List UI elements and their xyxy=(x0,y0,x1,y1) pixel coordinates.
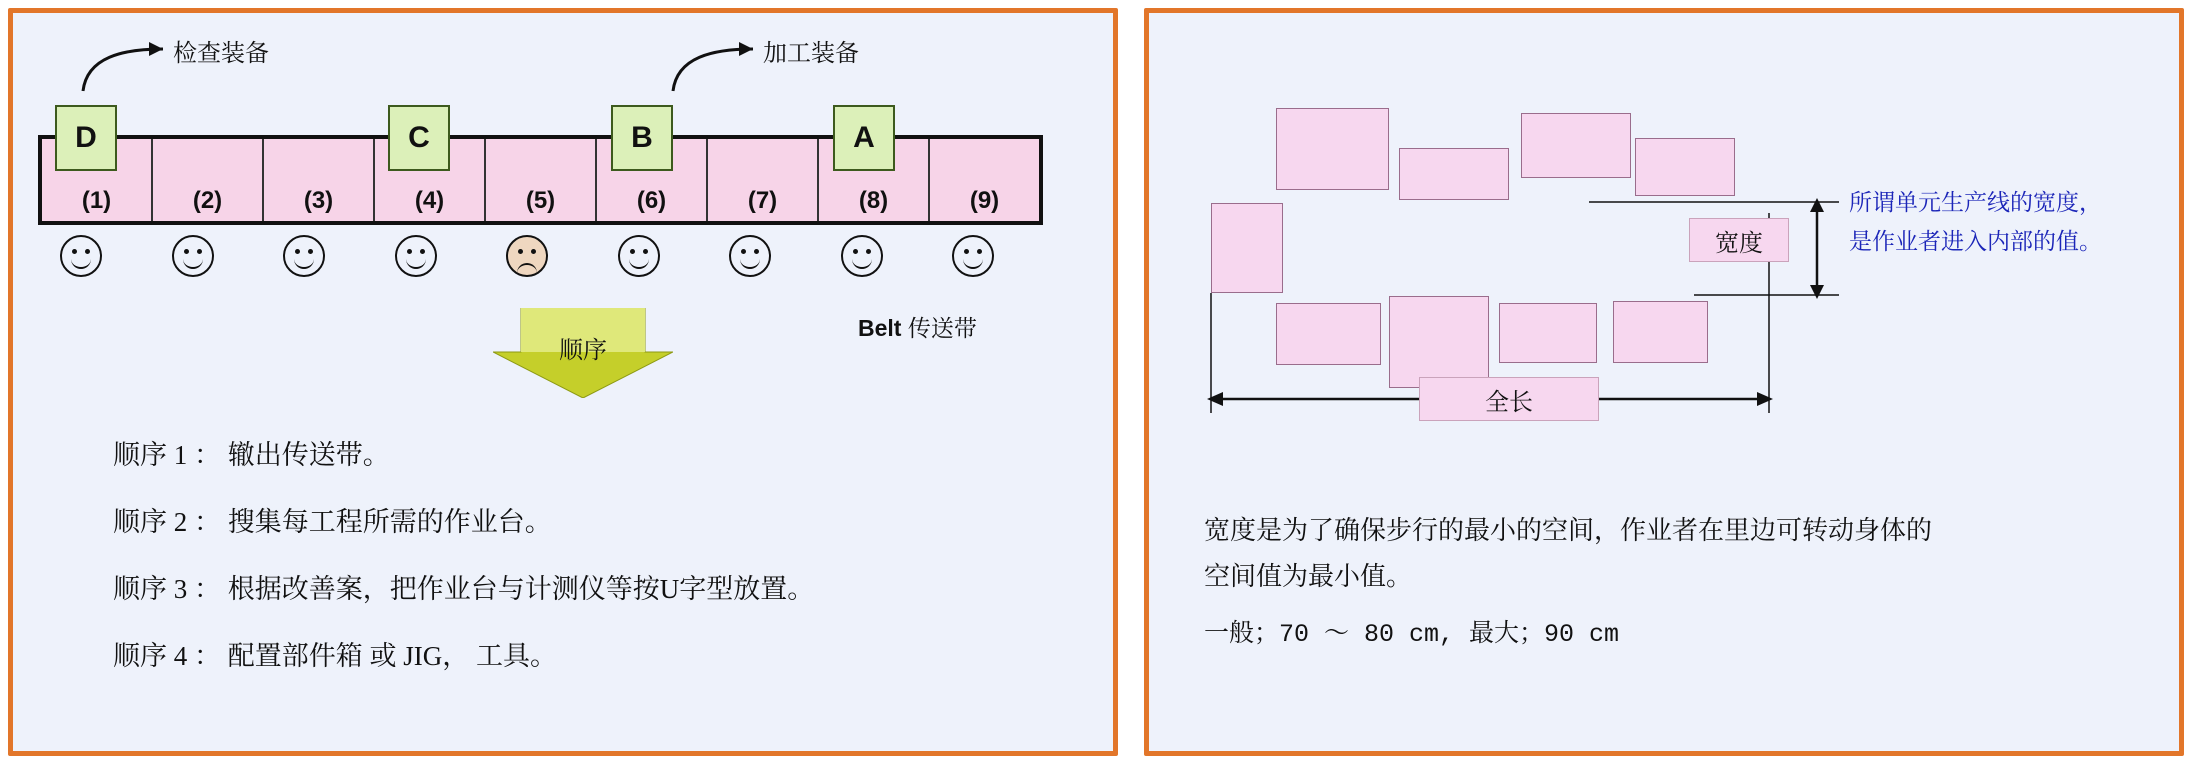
sequence-arrow-label: 顺序 xyxy=(559,337,607,364)
belt-cell-label: (8) xyxy=(858,187,889,214)
worker-face-3 xyxy=(283,235,325,277)
belt-caption xyxy=(858,310,977,343)
worker-face-2 xyxy=(172,235,214,277)
width-tag: 宽度 xyxy=(1689,218,1789,262)
station-d: D xyxy=(55,105,117,171)
belt-cell xyxy=(708,139,819,221)
worker-face-7 xyxy=(729,235,771,277)
width-note-line1: 所谓单元生产线的宽度， xyxy=(1849,189,2102,215)
worker-face-1 xyxy=(60,235,102,277)
worker-face-8 xyxy=(841,235,883,277)
belt-caption-bold: Belt xyxy=(858,315,902,341)
steps-list xyxy=(113,433,1073,701)
body-line-3: 一般；70 ～ 80 cm, 最大；90 cm xyxy=(1204,620,1620,649)
station-a: A xyxy=(833,105,895,171)
width-note xyxy=(1849,183,2102,261)
right-panel xyxy=(1144,8,2184,756)
sequence-arrow xyxy=(493,308,673,398)
belt-cell xyxy=(264,139,375,221)
belt-caption-rest: 传送带 xyxy=(901,315,977,341)
step-item: 顺序 2 ： 搜集每工程所需的作业台。 xyxy=(113,507,552,537)
workbench-box xyxy=(1521,113,1631,178)
worker-face-9 xyxy=(952,235,994,277)
belt-cell-label: (7) xyxy=(747,187,778,214)
belt-cell-label: (1) xyxy=(81,187,112,214)
station-c: C xyxy=(388,105,450,171)
step-item: 顺序 3 ： 根据改善案，把作业台与计测仪等按U字型放置。 xyxy=(113,574,815,604)
belt-cell-label: (5) xyxy=(525,187,556,214)
workbench-box xyxy=(1399,148,1509,200)
belt-cell xyxy=(930,139,1039,221)
worker-face-5 xyxy=(506,235,548,277)
worker-face-6 xyxy=(618,235,660,277)
workbench-box xyxy=(1211,203,1283,293)
right-body-text xyxy=(1204,508,2124,657)
worker-face-4 xyxy=(395,235,437,277)
belt-cell-label: (2) xyxy=(192,187,223,214)
length-tag: 全长 xyxy=(1419,377,1599,421)
workbench-box xyxy=(1276,108,1389,190)
belt-cell-label: (3) xyxy=(303,187,334,214)
station-b: B xyxy=(611,105,673,171)
belt-cell xyxy=(486,139,597,221)
body-line-2: 空间值为最小值。 xyxy=(1204,561,1413,591)
workbench-box xyxy=(1499,303,1597,363)
belt-cell-label: (4) xyxy=(414,187,445,214)
callout-processing-label: 加工装备 xyxy=(763,40,859,67)
left-panel xyxy=(8,8,1118,756)
body-line-1: 宽度是为了确保步行的最小的空间，作业者在里边可转动身体的 xyxy=(1204,516,1933,545)
workbench-box xyxy=(1635,138,1735,196)
step-item: 顺序 4 ： 配置部件箱 或 JIG， 工具。 xyxy=(113,641,557,671)
belt-cell-label: (9) xyxy=(969,187,1000,214)
workbench-box xyxy=(1276,303,1381,365)
belt-cell xyxy=(153,139,264,221)
workbench-box xyxy=(1389,296,1489,388)
callout-inspection-label: 检查装备 xyxy=(173,40,269,67)
width-note-line2: 是作业者进入内部的值。 xyxy=(1849,228,2102,255)
step-item: 顺序 1 ： 辙出传送带。 xyxy=(113,440,390,470)
belt-cell-label: (6) xyxy=(636,187,667,214)
workbench-box xyxy=(1613,301,1708,363)
